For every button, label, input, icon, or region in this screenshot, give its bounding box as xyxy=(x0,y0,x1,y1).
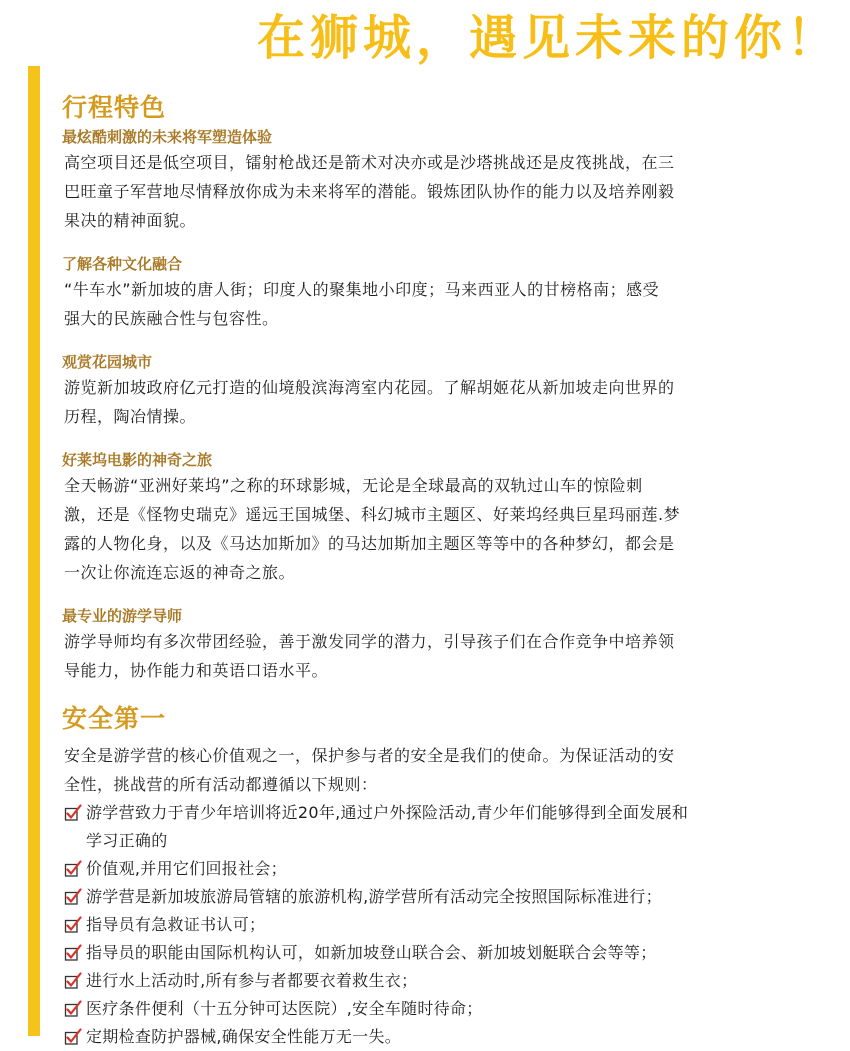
text-line: 全性，挑战营的所有活动都遵循以下规则： xyxy=(64,775,378,794)
safety-rules-list xyxy=(62,799,822,1051)
text-line: 一次让你流连忘返的神奇之旅。 xyxy=(64,563,296,582)
checkbox-check-icon xyxy=(64,916,82,934)
text-line: 医疗条件便利（十五分钟可达医院）,安全车随时待命； xyxy=(86,999,483,1018)
rule-text xyxy=(86,883,822,911)
text-line: 果决的精神面貌。 xyxy=(64,211,197,230)
text-line: 激，还是《怪物史瑞克》遥远王国城堡、科幻城市主题区、好莱坞经典巨星玛丽莲.梦 xyxy=(64,505,681,524)
checkbox-check-icon xyxy=(64,860,82,878)
rule-text xyxy=(86,911,822,939)
feature-description xyxy=(64,471,822,587)
safety-rule xyxy=(62,799,822,855)
feature-description xyxy=(64,627,822,685)
feature-description xyxy=(64,373,822,431)
checkbox-check-icon xyxy=(64,1028,82,1046)
text-line: 学习正确的 xyxy=(86,831,168,850)
checkbox-check-icon xyxy=(64,804,82,822)
feature-block xyxy=(62,605,822,685)
safety-rule xyxy=(62,883,822,911)
rule-text xyxy=(86,855,822,883)
feature-list xyxy=(62,126,822,685)
left-accent-bar xyxy=(28,66,40,1036)
text-line: 定期检查防护器械,确保安全性能万无一失。 xyxy=(86,1027,402,1046)
text-line: 指导员有急救证书认可； xyxy=(86,915,266,934)
text-line: 巴旺童子军营地尽情释放你成为未来将军的潜能。锻炼团队协作的能力以及培养刚毅 xyxy=(64,182,675,201)
text-line: 露的人物化身，以及《马达加斯加》的马达加斯加主题区等等中的各种梦幻，都会是 xyxy=(64,534,675,553)
text-line: 历程，陶冶情操。 xyxy=(64,407,197,426)
text-line: 进行水上活动时,所有参与者都要衣着救生衣； xyxy=(86,971,418,990)
text-line: “牛车水”新加坡的唐人街；印度人的聚集地小印度；马来西亚人的甘榜格南；感受 xyxy=(64,280,660,299)
text-line: 全天畅游“亚洲好莱坞”之称的环球影城，无论是全球最高的双轨过山车的惊险刺 xyxy=(64,476,643,495)
feature-title: 了解各种文化融合 xyxy=(62,255,183,273)
safety-rule xyxy=(62,1023,822,1051)
feature-title: 好莱坞电影的神奇之旅 xyxy=(62,451,213,469)
rule-text xyxy=(86,799,822,855)
safety-intro xyxy=(64,741,822,799)
rule-text xyxy=(86,1023,822,1051)
text-line: 游学营致力于青少年培训将近20年,通过户外探险活动,青少年们能够得到全面发展和 xyxy=(86,803,689,822)
rule-text xyxy=(86,967,822,995)
text-line: 价值观,并用它们回报社会； xyxy=(86,859,287,878)
feature-description xyxy=(64,148,822,235)
text-line: 高空项目还是低空项目，镭射枪战还是箭术对决亦或是沙塔挑战还是皮筏挑战，在三 xyxy=(64,153,675,172)
rule-text xyxy=(86,939,822,967)
feature-title: 最炫酷刺激的未来将军塑造体验 xyxy=(62,128,273,146)
text-line: 游览新加坡政府亿元打造的仙境般滨海湾室内花园。了解胡姬花从新加坡走向世界的 xyxy=(64,378,675,397)
itinerary-heading: 行程特色 xyxy=(62,93,167,122)
feature-title: 最专业的游学导师 xyxy=(62,607,183,625)
rule-text xyxy=(86,995,822,1023)
text-line: 游学营是新加坡旅游局管辖的旅游机构,游学营所有活动完全按照国际标准进行； xyxy=(86,887,662,906)
checkbox-check-icon xyxy=(64,972,82,990)
text-line: 游学导师均有多次带团经验，善于激发同学的潜力，引导孩子们在合作竞争中培养领 xyxy=(64,632,675,651)
checkbox-check-icon xyxy=(64,944,82,962)
feature-block xyxy=(62,351,822,431)
safety-rule xyxy=(62,939,822,967)
text-line: 安全是游学营的核心价值观之一，保护参与者的安全是我们的使命。为保证活动的安 xyxy=(64,746,675,765)
text-line: 导能力，协作能力和英语口语水平。 xyxy=(64,661,329,680)
text-line: 指导员的职能由国际机构认可，如新加坡登山联合会、新加坡划艇联合会等等； xyxy=(86,943,657,962)
checkbox-check-icon xyxy=(64,888,82,906)
safety-rule xyxy=(62,967,822,995)
safety-rule xyxy=(62,855,822,883)
main-content xyxy=(62,92,822,1051)
feature-block xyxy=(62,253,822,333)
checkbox-check-icon xyxy=(64,1000,82,1018)
safety-rule xyxy=(62,911,822,939)
feature-description xyxy=(64,275,822,333)
text-line: 强大的民族融合性与包容性。 xyxy=(64,309,279,328)
banner-title: 在狮城，遇见未来的你！ xyxy=(256,10,840,66)
feature-block xyxy=(62,449,822,587)
safety-rule xyxy=(62,995,822,1023)
feature-title: 观赏花园城市 xyxy=(62,353,153,371)
feature-block xyxy=(62,126,822,235)
safety-heading: 安全第一 xyxy=(62,704,167,733)
